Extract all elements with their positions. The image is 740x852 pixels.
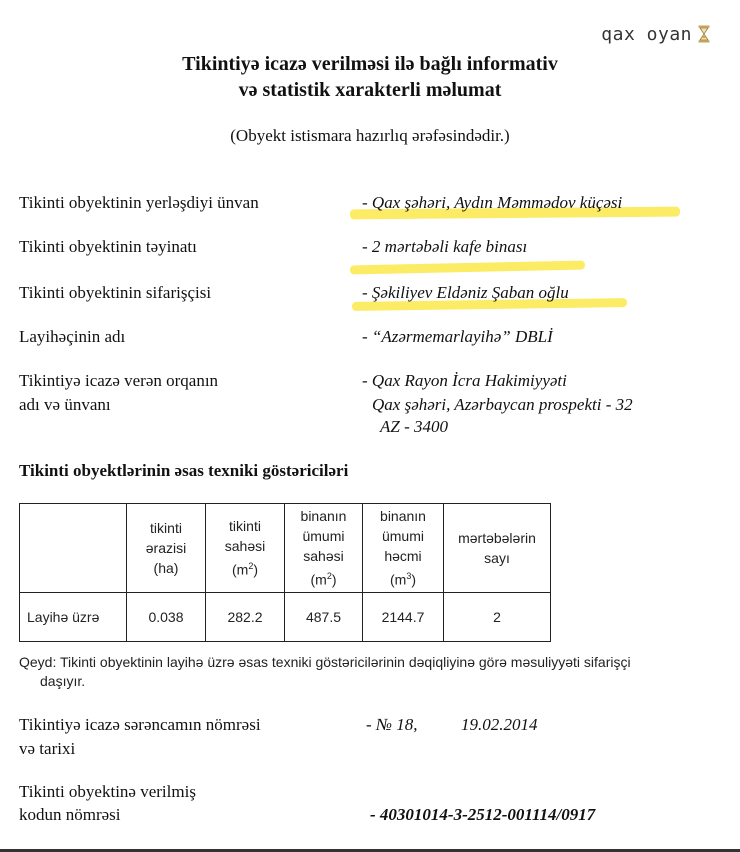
highlight-mark xyxy=(350,261,585,275)
column-header-text: binanın xyxy=(300,508,347,525)
column-header xyxy=(206,504,285,593)
brand-text: qax oyan xyxy=(601,24,692,45)
total-volume-value: 2144.7 xyxy=(363,593,444,642)
code-label-line-2: kodun nömrəsi xyxy=(19,805,121,824)
authority-label-line-2: adı və ünvanı xyxy=(19,395,111,414)
authority-value-line-1: - Qax Rayon İcra Hakimiyyəti xyxy=(362,371,567,390)
unit-text: ) xyxy=(331,571,337,588)
column-header xyxy=(363,504,444,593)
address-value: - Qax şəhəri, Aydın Məmmədov küçəsi xyxy=(362,193,623,212)
column-header-text: (ha) xyxy=(153,560,179,576)
unit-text: (m xyxy=(231,561,249,578)
column-header-text: ümumi xyxy=(381,528,424,545)
designer-value: - “Azərmemarlayihə” DBLİ xyxy=(362,327,553,346)
purpose-label: Tikinti obyektinin təyinatı xyxy=(19,237,197,256)
document-title-line-2: və statistik xarakterli məlumat xyxy=(238,79,502,101)
unit-exponent: 3 xyxy=(406,571,412,582)
column-header-text xyxy=(363,566,443,590)
column-header-text: ərazisi xyxy=(145,540,187,556)
table-corner-cell xyxy=(20,504,127,593)
column-header-text: binanın xyxy=(380,508,426,525)
purpose-value: - 2 mərtəbəli kafe binası xyxy=(362,237,528,256)
order-label-line-1: Tikintiyə icazə sərəncamın nömrəsi xyxy=(19,715,261,734)
unit-exponent: 2 xyxy=(326,571,332,582)
construction-area-value: 282.2 xyxy=(206,593,285,642)
client-label: Tikinti obyektinin sifarişçisi xyxy=(19,283,212,302)
order-date: 19.02.2014 xyxy=(461,715,538,734)
address-label: Tikinti obyektinin yerləşdiyi ünvan xyxy=(19,193,259,212)
column-header-text: həcmi xyxy=(384,548,422,565)
column-header-text: ümumi xyxy=(302,528,345,545)
column-header-text: sayı xyxy=(484,550,510,566)
hourglass-icon xyxy=(698,25,710,43)
unit-exponent: 2 xyxy=(248,561,254,572)
column-header-text: mərtəbələrin xyxy=(458,530,536,546)
column-header xyxy=(127,504,206,593)
column-header-text: tikinti xyxy=(150,520,182,536)
unit-text: (m xyxy=(389,571,407,588)
note-line-1: Qeyd: Tikinti obyektinin layihə üzrə əsas texniki göstəricilərinin dəqiqliyinə görə məsuliyyəti sifarişçi xyxy=(19,654,631,670)
column-header-text xyxy=(285,566,362,590)
column-header xyxy=(444,504,551,593)
column-header-text xyxy=(206,556,284,580)
land-area-value: 0.038 xyxy=(127,593,206,642)
authority-label-line-1: Tikintiyə icazə verən orqanın xyxy=(19,371,219,390)
floor-count-value: 2 xyxy=(444,593,551,642)
unit-text: ) xyxy=(411,571,416,588)
column-header-text: sahəsi xyxy=(303,548,344,565)
authority-value-line-3: AZ - 3400 xyxy=(380,417,448,436)
unit-text: ) xyxy=(253,561,258,578)
document-title-line-1: Tikintiyə icazə verilməsi ilə bağlı informativ xyxy=(182,53,558,75)
column-header-text: sahəsi xyxy=(224,538,266,555)
order-label-line-2: və tarixi xyxy=(19,739,76,758)
column-header-text: tikinti xyxy=(229,518,261,535)
table-row xyxy=(20,593,551,642)
document-subtitle: (Obyekt istismara hazırlıq ərəfəsindədir.) xyxy=(230,126,510,145)
row-label: Layihə üzrə xyxy=(20,593,127,642)
authority-value-line-2: Qax şəhəri, Azərbaycan prospekti - 32 xyxy=(372,395,633,414)
client-value: - Şəkiliyev Eldəniz Şaban oğlu xyxy=(362,283,569,302)
column-header xyxy=(285,504,363,593)
unit-text: (m xyxy=(310,571,327,588)
designer-label: Layihəçinin adı xyxy=(19,327,126,346)
tech-indicators-table xyxy=(19,503,551,642)
tech-section-heading: Tikinti obyektlərinin əsas texniki göstəriciləri xyxy=(19,461,349,480)
brand-label xyxy=(601,24,710,45)
table-header-row xyxy=(20,504,551,593)
note-line-2: daşıyır. xyxy=(40,673,86,689)
code-label-line-1: Tikinti obyektinə verilmiş xyxy=(19,782,196,801)
object-code-value: - 40301014-3-2512-001114/0917 xyxy=(370,805,596,824)
total-area-value: 487.5 xyxy=(285,593,363,642)
order-number: - № 18, xyxy=(366,715,418,734)
